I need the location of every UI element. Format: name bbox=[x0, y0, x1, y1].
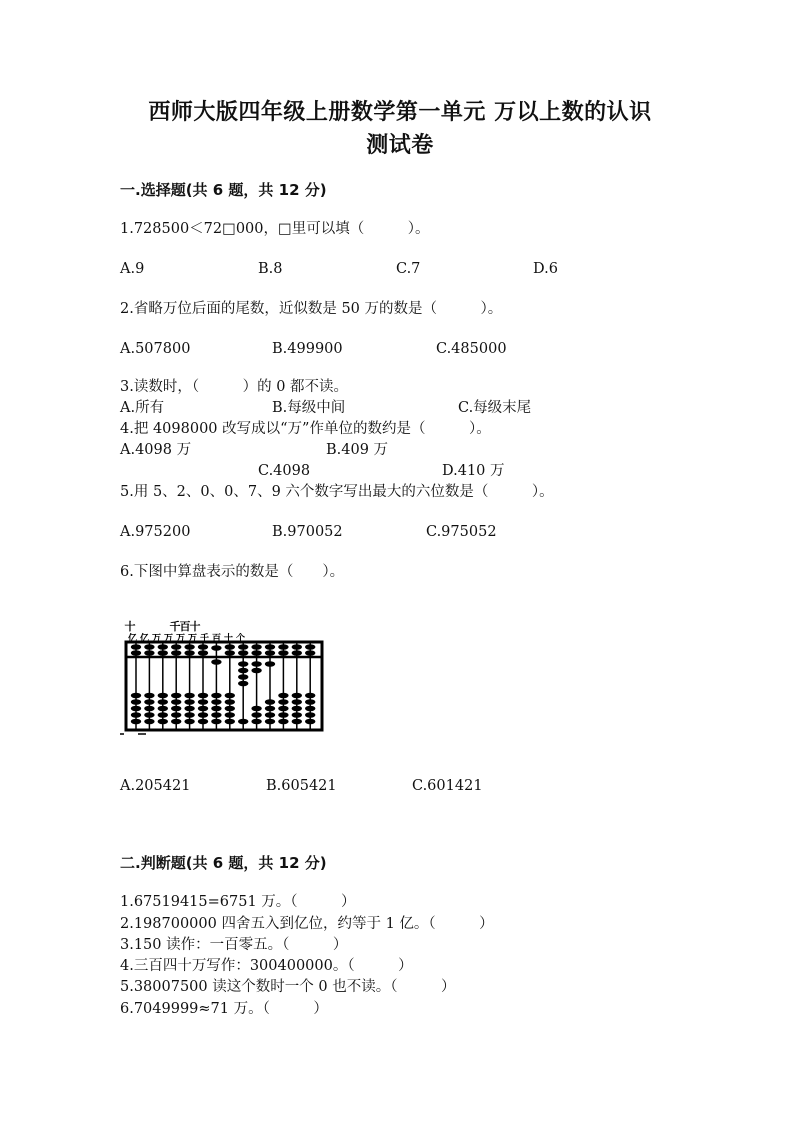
option-q5-c: C.975052 bbox=[426, 524, 497, 540]
abacus-upper-bead bbox=[211, 645, 221, 651]
abacus-lower-bead bbox=[144, 706, 154, 712]
abacus-lower-bead bbox=[198, 719, 208, 725]
abacus-place-label: 亿 bbox=[128, 634, 138, 644]
question-3: 3.读数时，（ ）的 0 都不读。 bbox=[120, 379, 349, 395]
abacus-place-label: 万 bbox=[188, 634, 198, 644]
abacus-upper-bead bbox=[292, 644, 302, 650]
abacus-lower-bead bbox=[225, 719, 235, 725]
abacus-lower-bead bbox=[292, 719, 302, 725]
abacus-lower-bead bbox=[211, 706, 221, 712]
option-q3-a: A.所有 bbox=[120, 400, 165, 416]
abacus-upper-bead bbox=[158, 644, 168, 650]
question-6: 6.下图中算盘表示的数是（ ）。 bbox=[120, 564, 345, 580]
abacus-lower-bead bbox=[251, 712, 261, 718]
abacus-lower-bead bbox=[292, 712, 302, 718]
abacus-top-label: 十 bbox=[189, 620, 201, 633]
abacus-upper-bead bbox=[225, 644, 235, 650]
abacus-lower-bead bbox=[305, 693, 315, 699]
option-q2-b: B.499900 bbox=[272, 341, 343, 357]
abacus-lower-bead bbox=[211, 712, 221, 718]
abacus-lower-bead bbox=[198, 699, 208, 705]
abacus-lower-bead bbox=[144, 693, 154, 699]
abacus-upper-bead bbox=[238, 650, 248, 656]
option-q3-b: B.每级中间 bbox=[272, 400, 346, 416]
abacus-place-label: 万 bbox=[152, 634, 162, 644]
judge-item-5: 5.38007500 读这个数时一个 0 也不读。（ ） bbox=[120, 979, 456, 995]
option-q1-b: B.8 bbox=[258, 261, 283, 277]
abacus-upper-bead bbox=[305, 644, 315, 650]
abacus-lower-bead bbox=[278, 719, 288, 725]
abacus-lower-bead bbox=[131, 693, 141, 699]
abacus-lower-bead bbox=[198, 712, 208, 718]
abacus-lower-bead bbox=[158, 712, 168, 718]
abacus-lower-bead bbox=[305, 699, 315, 705]
abacus-upper-bead bbox=[225, 650, 235, 656]
abacus-lower-bead bbox=[225, 699, 235, 705]
abacus-lower-bead bbox=[238, 719, 248, 725]
abacus-upper-bead bbox=[158, 650, 168, 656]
abacus-lower-bead bbox=[211, 699, 221, 705]
option-q3-c: C.每级末尾 bbox=[458, 400, 532, 416]
abacus-lower-bead bbox=[184, 706, 194, 712]
judge-item-4: 4.三百四十万写作：300400000。（ ） bbox=[120, 958, 413, 974]
abacus-lower-bead bbox=[238, 661, 248, 667]
abacus-upper-bead bbox=[184, 644, 194, 650]
abacus-place-label: 个 bbox=[236, 634, 246, 644]
abacus-lower-bead bbox=[158, 699, 168, 705]
abacus-lower-bead bbox=[171, 699, 181, 705]
abacus-lower-bead bbox=[225, 693, 235, 699]
abacus-frame bbox=[126, 642, 322, 730]
option-q2-c: C.485000 bbox=[436, 341, 507, 357]
abacus-lower-bead bbox=[278, 706, 288, 712]
abacus-lower-bead bbox=[251, 668, 261, 674]
abacus-lower-bead bbox=[278, 693, 288, 699]
abacus-upper-bead bbox=[184, 650, 194, 656]
abacus-lower-bead bbox=[238, 668, 248, 674]
abacus-place-label: 十 bbox=[224, 634, 234, 644]
abacus-upper-bead bbox=[238, 644, 248, 650]
abacus-lower-bead bbox=[265, 661, 275, 667]
abacus-upper-bead bbox=[292, 650, 302, 656]
abacus-lower-bead bbox=[198, 706, 208, 712]
option-q5-b: B.970052 bbox=[272, 524, 343, 540]
abacus-lower-bead bbox=[251, 719, 261, 725]
abacus-lower-bead bbox=[225, 706, 235, 712]
abacus-lower-bead bbox=[251, 706, 261, 712]
abacus-lower-bead bbox=[144, 719, 154, 725]
abacus-lower-bead bbox=[265, 699, 275, 705]
abacus-upper-bead bbox=[251, 650, 261, 656]
abacus-lower-bead bbox=[305, 706, 315, 712]
section2-heading: 二.判断题(共 6 题，共 12 分) bbox=[120, 854, 327, 872]
abacus-lower-bead bbox=[265, 712, 275, 718]
option-q4-c: C.4098 bbox=[258, 463, 311, 479]
abacus-top-label: 千 bbox=[169, 620, 181, 633]
abacus-upper-bead bbox=[211, 659, 221, 665]
question-1: 1.728500＜72□000，□里可以填（ ）。 bbox=[120, 221, 430, 237]
abacus-lower-bead bbox=[158, 719, 168, 725]
abacus-upper-bead bbox=[144, 650, 154, 656]
abacus-lower-bead bbox=[131, 712, 141, 718]
abacus-lower-bead bbox=[265, 706, 275, 712]
abacus-lower-bead bbox=[158, 706, 168, 712]
abacus-upper-bead bbox=[265, 644, 275, 650]
abacus-lower-bead bbox=[131, 719, 141, 725]
judge-item-1: 1.67519415=6751 万。（ ） bbox=[120, 894, 356, 910]
judge-item-6: 6.7049999≈71 万。（ ） bbox=[120, 1001, 328, 1017]
abacus-lower-bead bbox=[292, 693, 302, 699]
abacus-figure bbox=[120, 612, 330, 742]
abacus-upper-bead bbox=[251, 644, 261, 650]
abacus-place-label: 千 bbox=[200, 634, 210, 644]
abacus-upper-bead bbox=[198, 650, 208, 656]
abacus-lower-bead bbox=[131, 706, 141, 712]
abacus-lower-bead bbox=[305, 719, 315, 725]
abacus-upper-bead bbox=[278, 644, 288, 650]
option-q4-a: A.4098 万 bbox=[120, 442, 192, 458]
abacus-lower-bead bbox=[278, 712, 288, 718]
abacus-lower-bead bbox=[171, 712, 181, 718]
option-q2-a: A.507800 bbox=[120, 341, 191, 357]
abacus-upper-bead bbox=[278, 650, 288, 656]
abacus-lower-bead bbox=[211, 693, 221, 699]
abacus-lower-bead bbox=[184, 712, 194, 718]
abacus-lower-bead bbox=[184, 719, 194, 725]
abacus-upper-bead bbox=[198, 644, 208, 650]
abacus-place-label: 百 bbox=[212, 634, 222, 644]
abacus-lower-bead bbox=[225, 712, 235, 718]
abacus-lower-bead bbox=[171, 693, 181, 699]
page-title-line2: 测试卷 bbox=[366, 132, 434, 158]
abacus-top-label: 十 bbox=[124, 620, 136, 633]
abacus-place-label: 万 bbox=[164, 634, 174, 644]
question-5: 5.用 5、2、0、0、7、9 六个数字写出最大的六位数是（ ）。 bbox=[120, 484, 554, 500]
option-q1-c: C.7 bbox=[396, 261, 421, 277]
option-q4-d: D.410 万 bbox=[442, 463, 505, 479]
abacus-upper-bead bbox=[265, 650, 275, 656]
abacus-lower-bead bbox=[238, 674, 248, 680]
question-4: 4.把 4098000 改写成以“万”作单位的数约是（ ）。 bbox=[120, 421, 491, 437]
abacus-upper-bead bbox=[131, 650, 141, 656]
abacus-lower-bead bbox=[305, 712, 315, 718]
abacus-place-label: 万 bbox=[176, 634, 186, 644]
abacus-top-label: 百 bbox=[179, 620, 191, 633]
abacus-lower-bead bbox=[144, 712, 154, 718]
abacus-upper-bead bbox=[144, 644, 154, 650]
abacus-upper-bead bbox=[171, 650, 181, 656]
abacus-lower-bead bbox=[278, 699, 288, 705]
abacus-lower-bead bbox=[238, 681, 248, 687]
option-q1-a: A.9 bbox=[120, 261, 145, 277]
abacus-lower-bead bbox=[292, 706, 302, 712]
option-q6-b: B.605421 bbox=[266, 778, 337, 794]
abacus-lower-bead bbox=[184, 693, 194, 699]
abacus-lower-bead bbox=[158, 693, 168, 699]
abacus-lower-bead bbox=[171, 706, 181, 712]
abacus-lower-bead bbox=[131, 699, 141, 705]
abacus-lower-bead bbox=[292, 699, 302, 705]
judge-item-3: 3.150 读作：一百零五。（ ） bbox=[120, 937, 348, 953]
abacus-lower-bead bbox=[211, 719, 221, 725]
abacus-lower-bead bbox=[144, 699, 154, 705]
option-q6-a: A.205421 bbox=[120, 778, 191, 794]
abacus-upper-bead bbox=[305, 650, 315, 656]
abacus-lower-bead bbox=[184, 699, 194, 705]
option-q4-b: B.409 万 bbox=[326, 442, 389, 458]
abacus-lower-bead bbox=[171, 719, 181, 725]
abacus-lower-bead bbox=[265, 719, 275, 725]
question-2: 2.省略万位后面的尾数，近似数是 50 万的数是（ ）。 bbox=[120, 301, 503, 317]
abacus-upper-bead bbox=[131, 644, 141, 650]
option-q1-d: D.6 bbox=[533, 261, 558, 277]
abacus-place-label: 亿 bbox=[140, 634, 150, 644]
option-q6-c: C.601421 bbox=[412, 778, 483, 794]
option-q5-a: A.975200 bbox=[120, 524, 191, 540]
page-title: 西师大版四年级上册数学第一单元 万以上数的认识 bbox=[148, 99, 652, 125]
judge-item-2: 2.198700000 四舍五入到亿位，约等于 1 亿。（ ） bbox=[120, 916, 494, 932]
abacus-lower-bead bbox=[198, 693, 208, 699]
abacus-upper-bead bbox=[171, 644, 181, 650]
section1-heading: 一.选择题(共 6 题，共 12 分) bbox=[120, 181, 327, 199]
abacus-lower-bead bbox=[251, 661, 261, 667]
